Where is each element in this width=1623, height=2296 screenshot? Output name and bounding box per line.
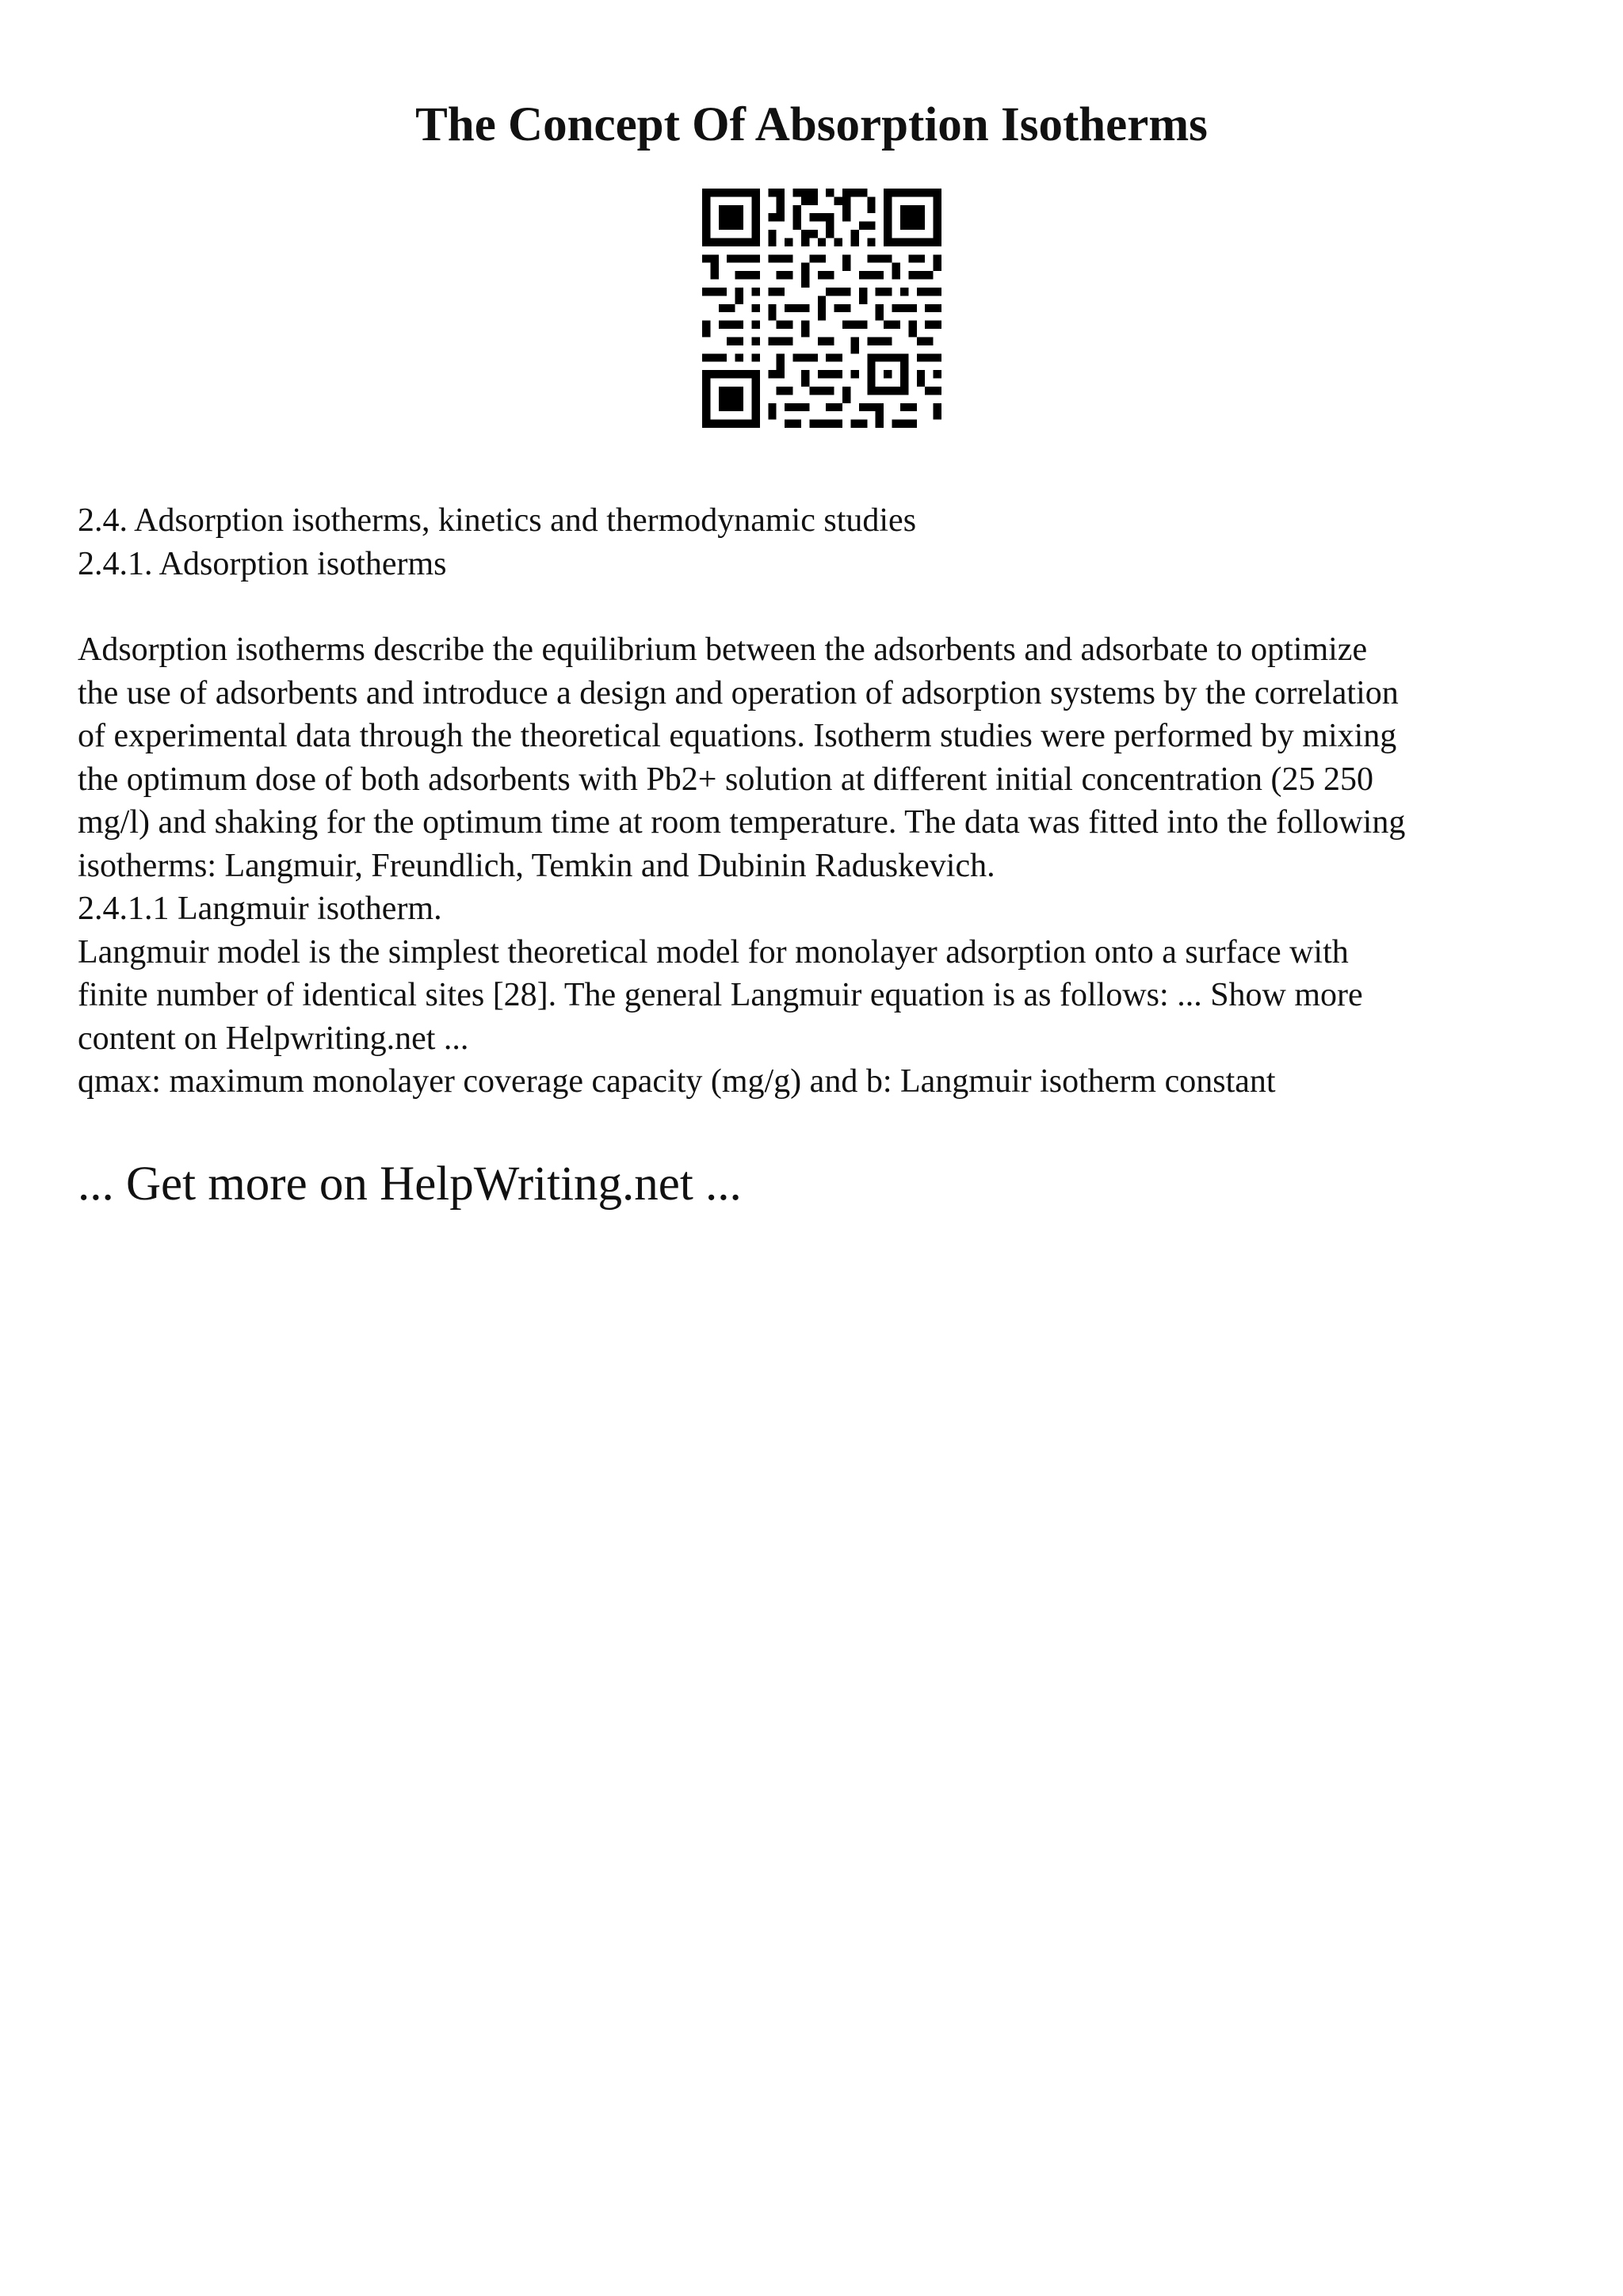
section-heading: 2.4. Adsorption isotherms, kinetics and thermodynamic studies <box>78 502 917 539</box>
get-more-link[interactable]: ... Get more on HelpWriting.net ... <box>78 1158 742 1211</box>
section-headings <box>78 499 1568 585</box>
body-line: isotherms: Langmuir, Freundlich, Temkin and Dubinin Raduskevich. <box>78 847 995 884</box>
document-title: The Concept Of Absorption Isotherms <box>415 98 1208 151</box>
subsection-heading: 2.4.1. Adsorption isotherms <box>78 545 447 582</box>
body-paragraphs <box>78 628 1568 1104</box>
body-line: finite number of identical sites [28]. The general Langmuir equation is as follows: ... Show more <box>78 977 1363 1013</box>
body-line: Langmuir model is the simplest theoretical model for monolayer adsorption onto a surface with <box>78 933 1349 971</box>
langmuir-heading: 2.4.1.1 Langmuir isotherm. <box>78 891 442 927</box>
body-line: of experimental data through the theoretical equations. Isotherm studies were performed by mixing <box>78 718 1397 754</box>
body-line: Adsorption isotherms describe the equilibrium between the adsorbents and adsorbate to optimize <box>78 631 1368 668</box>
body-line: qmax: maximum monolayer coverage capacity (mg/g) and b: Langmuir isotherm constant <box>78 1063 1276 1100</box>
body-line: mg/l) and shaking for the optimum time at room temperature. The data was fitted into the following <box>78 804 1406 841</box>
body-line: the use of adsorbents and introduce a design and operation of adsorption systems by the correlation <box>78 674 1399 711</box>
show-more-line: content on Helpwriting.net ... <box>78 1020 469 1057</box>
body-line: the optimum dose of both adsorbents with Pb2+ solution at different initial concentration (25 250 <box>78 761 1373 798</box>
qr-code-icon <box>702 189 941 428</box>
